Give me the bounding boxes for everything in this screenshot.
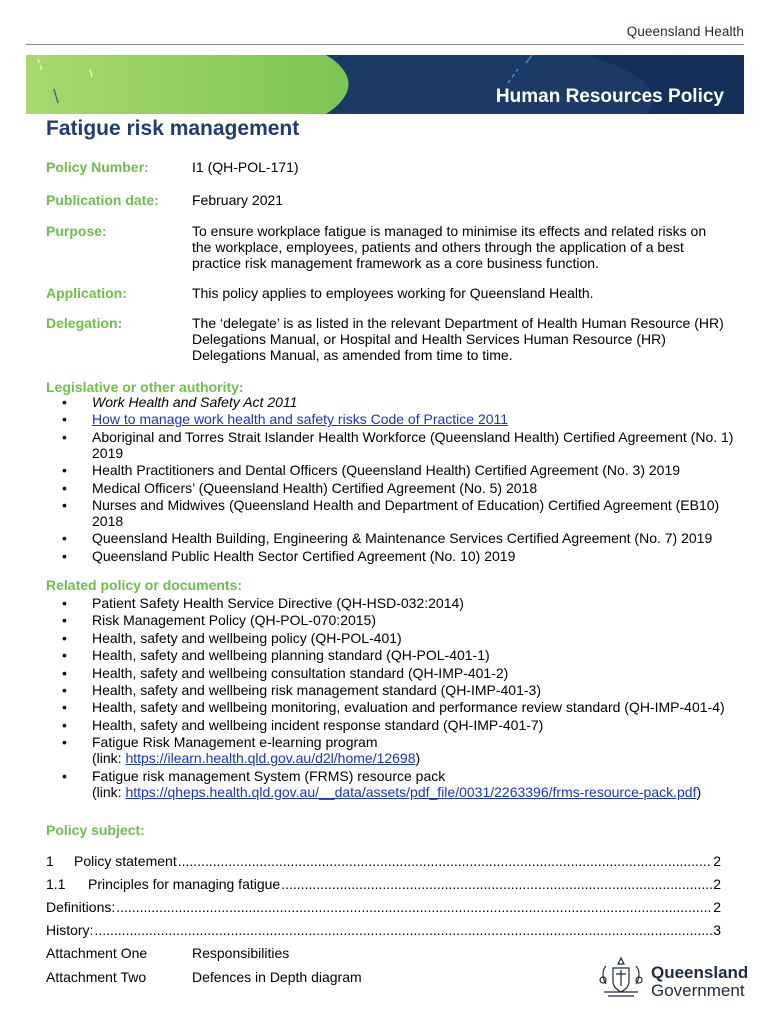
toc-title: Definitions: [46,899,116,915]
toc-title: Principles for managing fatigue [88,876,281,892]
list-item: • Fatigue risk management System (FRMS) resource pack (link: https://qheps.health.qld.gov.au/__data/assets/pdf_file/0031/2263396/frms-resource-pack.pdf) [46,768,738,800]
field-label: Purpose: [46,223,107,239]
toc-page: 2 [713,899,721,915]
field-label: Application: [46,285,127,301]
toc-page: 2 [713,876,721,892]
elearning-text: Fatigue Risk Management e-learning program [92,734,378,751]
list-item: • Health Practitioners and Dental Officers (Queensland Health) Certified Agreement (No. 3) 2019 [46,462,738,478]
field-value: To ensure workplace fatigue is managed to minimise its effects and related risks on the workplace, employees, patients and others through the application of a best practice risk management framework as a core business function. [192,223,707,271]
policy-subject-heading: Policy subject: [46,822,145,838]
field-label: Delegation: [46,315,123,331]
header-divider [26,44,744,45]
toc-entry[interactable] [46,853,721,869]
list-item: • Patient Safety Health Service Directive (QH-HSD-032:2014) [46,595,738,611]
toc-number: 1.1 [46,876,66,892]
list-item: • Fatigue Risk Management e-learning program (link: https://ilearn.health.qld.gov.au/d2l/home/12698) [46,734,738,766]
attachment-label: Attachment One [46,945,148,961]
list-item: • Queensland Health Building, Engineering & Maintenance Services Certified Agreement (No. 7) 2019 [46,530,738,546]
elearning-link[interactable]: https://ilearn.health.qld.gov.au/d2l/home/12698 [125,750,416,767]
list-item: • Medical Officers’ (Queensland Health) Certified Agreement (No. 5) 2018 [46,480,738,496]
document-title: Fatigue risk management [46,117,300,140]
legislative-heading: Legislative or other authority: [46,379,244,395]
toc-entry[interactable] [46,922,721,938]
toc-leader [116,899,712,915]
toc-leader [178,853,712,869]
list-item: • Health, safety and wellbeing policy (QH-POL-401) [46,630,738,646]
list-item: • Health, safety and wellbeing planning standard (QH-POL-401-1) [46,647,738,663]
field-value: February 2021 [192,192,284,208]
toc-entry[interactable] [46,899,721,915]
field-label: Policy Number: [46,159,149,175]
banner-title: Human Resources Policy [495,86,724,107]
attachment-label: Attachment Two [46,969,147,985]
list-item: • Work Health and Safety Act 2011 [46,394,738,410]
header-banner [26,55,744,114]
frms-text: Fatigue risk management System (FRMS) resource pack [92,767,446,784]
toc-number: 1 [46,853,54,869]
toc-title: Policy statement [74,853,177,869]
toc-leader [281,876,712,892]
list-item: • Risk Management Policy (QH-POL-070:2015) [46,612,738,628]
related-heading: Related policy or documents: [46,577,243,593]
list-item: • Aboriginal and Torres Strait Islander Health Workforce (Queensland Health) Certified Agreement (No. 1) 2019 [46,429,738,461]
toc-leader [94,922,712,938]
field-value: The ‘delegate’ is as listed in the relevant Department of Health Human Resource (HR) Delegations Manual, or Hospital and Health Services Human Resource (HR) Delegations Manual, as amended from time to time. [192,315,724,363]
list-item: • Health, safety and wellbeing consultation standard (QH-IMP-401-2) [46,665,738,681]
list-item [46,411,738,427]
list-item: • Health, safety and wellbeing monitoring, evaluation and performance review standard (QH-IMP-401-4) [46,699,738,715]
list-item: • Health, safety and wellbeing risk management standard (QH-IMP-401-3) [46,682,738,698]
field-value: I1 (QH-POL-171) [192,159,299,175]
brand-name: Queensland Health [626,24,744,39]
list-item: • Queensland Public Health Sector Certified Agreement (No. 10) 2019 [46,548,738,564]
toc-page: 2 [713,853,721,869]
field-value: This policy applies to employees working for Queensland Health. [192,285,594,301]
toc-page: 3 [713,922,721,938]
field-label: Publication date: [46,192,159,208]
queensland-government-logo: Queensland Government [651,963,749,1000]
related-list [46,595,738,801]
attachment-title: Defences in Depth diagram [192,969,362,985]
toc-entry[interactable] [46,876,721,892]
toc-title: History: [46,922,94,938]
code-of-practice-link[interactable]: How to manage work health and safety risks Code of Practice 2011 [92,411,509,428]
list-item: • Health, safety and wellbeing incident response standard (QH-IMP-401-7) [46,717,738,733]
list-item: • Nurses and Midwives (Queensland Health and Department of Education) Certified Agreement (EB10) 2018 [46,497,738,529]
attachment-title: Responsibilities [192,945,290,961]
frms-link[interactable]: https://qheps.health.qld.gov.au/__data/assets/pdf_file/0031/2263396/frms-resource-pack.pdf [125,783,697,800]
legislative-list [46,394,738,565]
